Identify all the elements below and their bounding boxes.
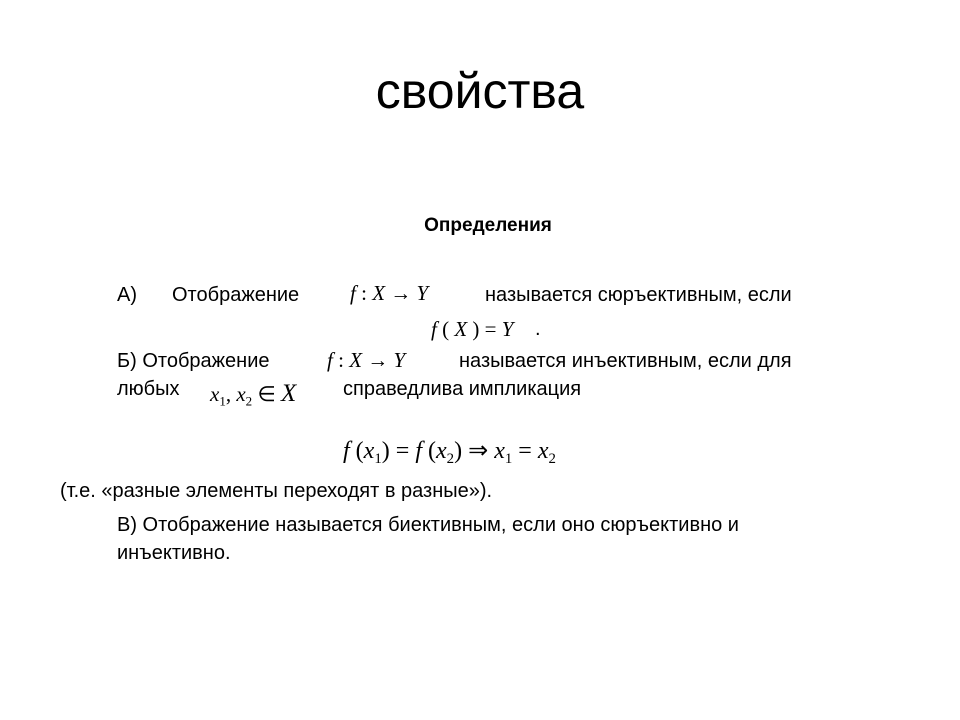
implication-note: (т.е. «разные элементы переходят в разные»). bbox=[60, 480, 493, 502]
item-b-line2-end: справедлива импликация bbox=[343, 378, 582, 400]
slide-title: свойства bbox=[375, 63, 585, 119]
implication-formula: f $(x_1) = f$ $(x_2)$ ⇒ $x_1 = x_2$ bbox=[343, 438, 556, 468]
item-a-period: . bbox=[535, 318, 541, 340]
item-c-line2: инъективно. bbox=[117, 542, 231, 564]
item-a-formula-map: f : X → Y bbox=[350, 281, 429, 305]
item-b-line2-start: любых bbox=[117, 378, 180, 400]
item-b-text: называется инъективным, если для bbox=[459, 350, 792, 372]
item-a-label: А) bbox=[117, 284, 137, 306]
item-a-word: Отображение bbox=[172, 284, 300, 306]
item-b-formula-map: f : X → Y bbox=[327, 348, 406, 372]
item-c-line1: В) Отображение называется биективным, если оно сюръективно и bbox=[117, 514, 739, 536]
item-b-lead: Б) Отображение bbox=[117, 350, 270, 372]
section-heading: Определения bbox=[424, 215, 552, 236]
item-a-formula-cond: f ( X ) = Y bbox=[431, 317, 514, 341]
item-b-elements-formula: $x_1$, $x_2$ ∈ X bbox=[210, 380, 297, 409]
item-a-text: называется сюръективным, если bbox=[485, 284, 792, 306]
